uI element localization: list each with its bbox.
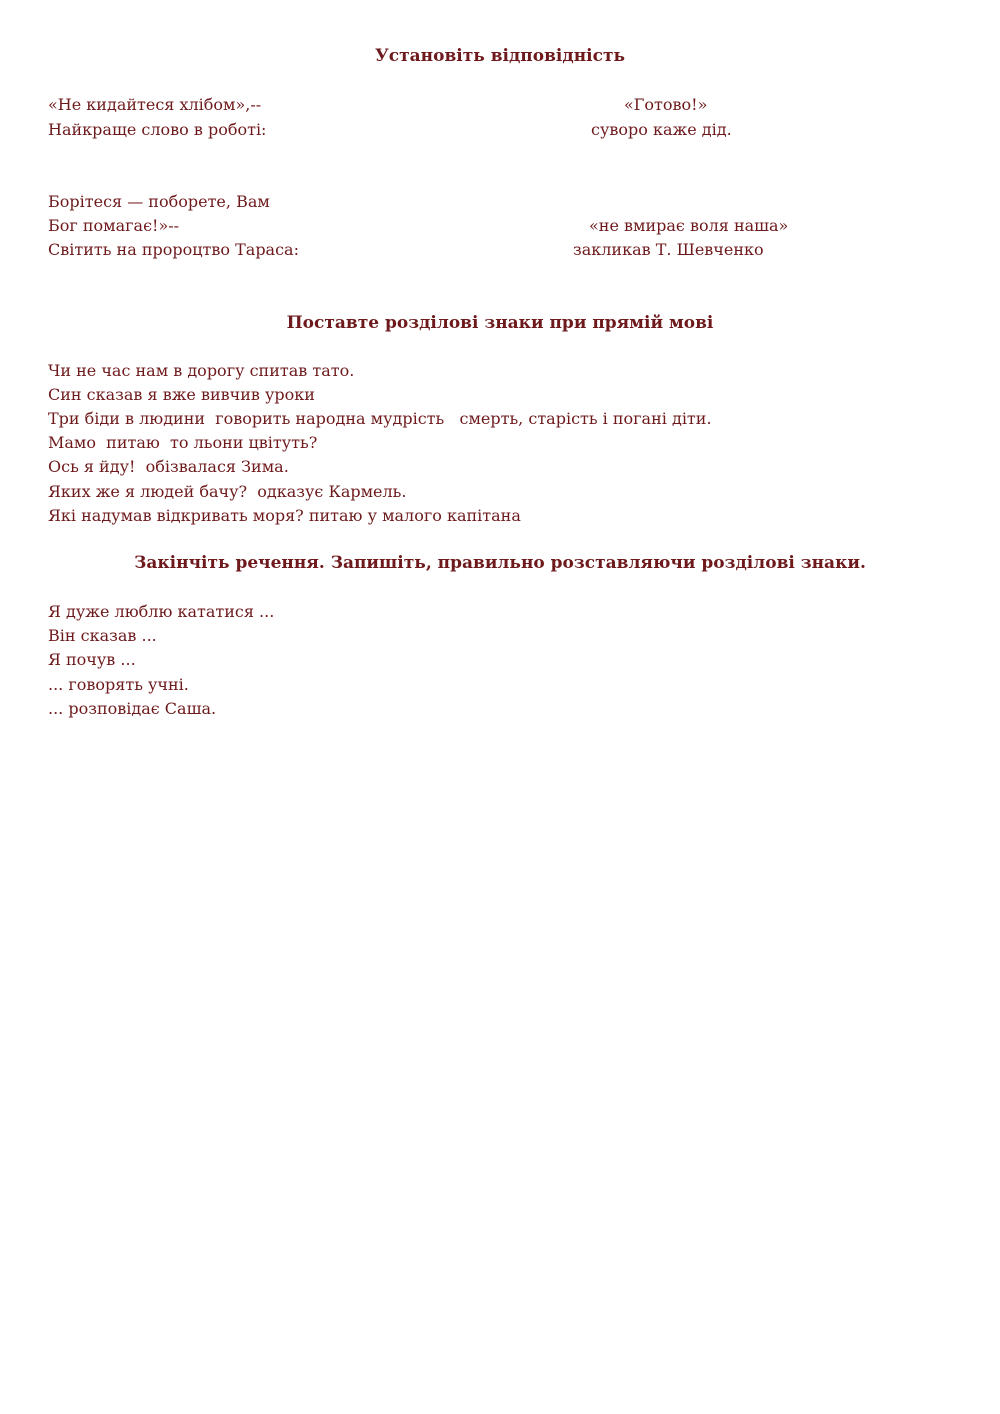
complete-sentence-3: Я почув ... (48, 650, 136, 669)
complete-sentence-4: ... говорять учні. (48, 675, 189, 694)
direct-speech-sentence-4: Мамо питаю то льони цвітуть? (48, 433, 318, 452)
left-item-2: Найкраще слово в роботі: (48, 120, 267, 139)
section-3-title: Закінчіть речення. Запишіть, правильно розставляючи розділові знаки. (134, 553, 866, 573)
complete-sentence-5: ... розповідає Саша. (48, 699, 217, 718)
section-1-title: Установіть відповідність (374, 46, 626, 66)
left-item-3: Борітеся — поборете, Вам (48, 192, 270, 211)
left-item-5: Світить на пророцтво Тараса: (48, 240, 299, 259)
right-item-2: суворо каже дід. (591, 120, 732, 139)
direct-speech-sentence-5: Ось я йду! обізвалася Зима. (48, 457, 289, 476)
direct-speech-sentence-1: Чи не час нам в дорогу спитав тато. (48, 361, 355, 380)
direct-speech-sentence-6: Яких же я людей бачу? одказує Кармель. (48, 482, 407, 501)
direct-speech-sentence-7: Які надумав відкривать моря? питаю у малого капітана (48, 506, 521, 525)
direct-speech-sentence-2: Син сказав я вже вивчив уроки (48, 385, 315, 404)
complete-sentence-1: Я дуже люблю кататися ... (48, 602, 275, 621)
left-item-4: Бог помагає!»-- (48, 216, 180, 235)
right-item-3: «не вмирає воля наша» (589, 216, 789, 235)
right-item-4: закликав Т. Шевченко (573, 240, 764, 259)
direct-speech-sentence-3: Три біди в людини говорить народна мудрість смерть, старість і погані діти. (48, 409, 712, 428)
section-2-title: Поставте розділові знаки при прямій мові (286, 313, 714, 333)
left-item-1: «Не кидайтеся хлібом»,-- (48, 95, 262, 114)
complete-sentence-2: Він сказав ... (48, 626, 157, 645)
right-item-1: «Готово!» (624, 95, 708, 114)
